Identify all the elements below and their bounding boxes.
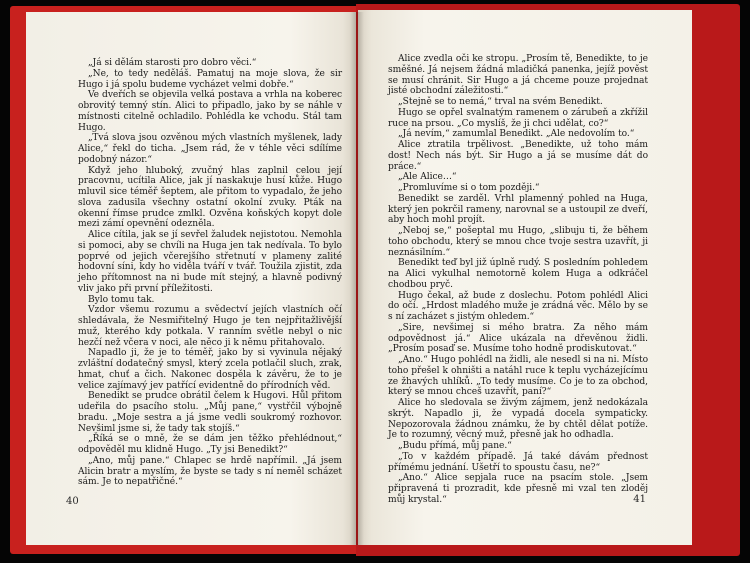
paragraph: „Promluvíme si o tom později.“ (398, 183, 540, 193)
paragraph: „Já si dělám starosti pro dobro věci.“ (88, 58, 257, 68)
paragraph: Benedikt se prudce obrátil čelem k Hugovi. Hůl přitom udeřila do psacího stolu. „Můj pane,“ vystřčil výbojně bradu. „Moje sestra a já jsme vedli soukromý rozhovor. Nevšiml jsme si, že tady tak stojíš.“ (78, 391, 342, 434)
paragraph: Hugo čekal, až bude z doslechu. Potom pohlédl Alici do očí. „Hrdost mladého muže je zrádná věc. Mělo by se s ní zacházet s jistým ohledem.“ (388, 290, 648, 322)
paragraph: „To v každém případě. Já také dávám přednost přímému jednání. Ušetří to spoustu času, ne?“ (388, 451, 648, 473)
paragraph: „Ano, můj pane.“ Chlapec se hrdě napřímil. „Já jsem Alicin bratr a myslím, že byste se tady s ní neměl scházet sám. Je to nepatřičné.“ (78, 455, 342, 488)
left-page (26, 12, 356, 545)
left-page-text (78, 58, 342, 488)
paragraph: „Ano.“ Hugo pohlédl na židli, ale nesedl si na ni. Místo toho přešel k ohništi a natáhl ruce k teplu vycházejícímu ze žhavých uhlíků. „To tedy musíme. Co je to za obchod, který se mnou chceš uzavřít, paní?“ (388, 355, 648, 398)
paragraph: Hugo se opřel svalnatým ramenem o zárubeň a zkřížil ruce na prsou. „Co myslíš, že ji chci udělat, co?“ (388, 107, 648, 129)
paragraph: Bylo tomu tak. (88, 294, 155, 305)
right-page (358, 10, 692, 545)
left-page-number: 40 (66, 496, 79, 507)
right-page-text (388, 54, 648, 506)
paragraph: Napadlo ji, že je to téměř, jako by si vyvinula nějaký zvláštní dodatečný smysl, který zcela potlačil sluch, zrak, hmat, chuť a čich. Nakonec dospěla k závěru, že to je velice zajímavý jev patřící evidentně do přírodních věd. (78, 348, 342, 391)
paragraph: „Tvá slova jsou ozvěnou mých vlastních myšlenek, lady Alice,“ řekl do ticha. „Jsem rád, že v téhle věci sdílíme podobný názor.“ (78, 133, 342, 165)
paragraph: „Budu přímá, můj pane.“ (398, 441, 512, 451)
paragraph: Alice ho sledovala se živým zájmem, jenž nedokázala skrýt. Napadlo ji, že vypadá docela sympaticky. Nepozorovala žádnou známku, že by chtěl dělat potíže. Je to rozumný, věcný muž, přesně jak ho odhadla. (388, 398, 648, 441)
paragraph: Alice ztratila trpělivost. „Benedikte, už toho mám dost! Nech nás být. Sir Hugo a já se musíme dát do práce.“ (388, 140, 648, 172)
paragraph: Vzdor všemu rozumu a svědectví jejích vlastních očí shledávala, že Nesmiřitelný Hugo je ten nejpřitažlivější muž, kterého kdy potkala. V ranním světle nebyl o nic hezčí než včera v noci, ale něco ji k němu přitahovalo. (78, 305, 342, 348)
paragraph: „Já nevím,“ zamumlal Benedikt. „Ale nedovolím to.“ (398, 129, 635, 140)
paragraph: „Ne, to tedy neděláš. Pamatuj na moje slova, že sir Hugo i já spolu budeme vycházet velmi dobře.“ (78, 68, 342, 90)
paragraph: Alice cítila, jak se jí sevřel žaludek nejistotou. Nemohla si pomoci, aby se chvíli na Huga jen tak nedívala. To bylo poprvé od jejich včerejšího střetnutí v plameny zalité hodovní síni, kdy ho viděla tváří v tvář. Toužila zjistit, zda jeho přítomnost na ni bude mít stejný, a hlavně podivný vliv jako při první příležitosti. (78, 230, 342, 294)
paragraph: Alice zvedla oči ke stropu. „Prosím tě, Benedikte, to je směšné. Já nejsem žádná mladičká panenka, jejíž pověst se musí chránit. Sir Hugo a já chceme pouze projednat jisté obchodní záležitosti.“ (388, 54, 648, 97)
paragraph: „Sire, nevšimej si mého bratra. Za něho mám odpovědnost já.“ Alice ukázala na dřevěnou židli. „Prosím posaď se. Musíme toho hodně prodiskutovat.“ (388, 322, 648, 355)
paragraph: Ve dveřích se objevila velká postava a vrhla na koberec obrovitý temný stín. Alici to připadlo, jako by se náhle v místnosti citelně ochladilo. Pohlédla ke vchodu. Stál tam Hugo. (78, 90, 342, 133)
right-page-number: 41 (633, 494, 646, 505)
paragraph: Když jeho hluboký, zvučný hlas zaplnil celou její pracovnu, ucítila Alice, jak jí naskakuje husí kůže. Hugo mluvil sice téměř šeptem, ale přitom to vypadalo, že jeho slova zadusila všechny ostatní okolní zvuky. Pták na okenní římse prudce zmlkl. Ozvěna koňských kopyt dole mezi zámí opevnění odezněla. (78, 165, 342, 230)
book-gutter (350, 12, 364, 545)
paragraph: Benedikt se zarděl. Vrhl plamenný pohled na Huga, který jen pokrčil rameny, narovnal se a ustoupil ze dveří, aby hoch mohl projít. (388, 193, 648, 226)
paragraph: „Stejně se to nemá,“ trval na svém Benedikt. (398, 97, 603, 107)
paragraph: „Neboj se,“ pošeptal mu Hugo, „slibuju ti, že během toho obchodu, který se mnou chce tvoje sestra uzavřít, ji neznásilním.“ (388, 226, 648, 258)
paragraph: „Ale Alice…“ (398, 172, 457, 183)
paragraph: „Ano.“ Alice sepjala ruce na psacím stole. „Jsem připravená ti prozradit, kde přesně mi vzal ten zloděj můj krystal.“ (388, 473, 648, 505)
paragraph: „Říká se o mně, že se dám jen těžko přehlédnout,“ odpověděl mu klidně Hugo. „Ty jsi Benedikt?“ (78, 434, 342, 455)
paragraph: Benedikt teď byl již úplně rudý. S posledním pohledem na Alici vykulhal nemotorně kolem Huga a odkráčel chodbou pryč. (388, 258, 648, 290)
